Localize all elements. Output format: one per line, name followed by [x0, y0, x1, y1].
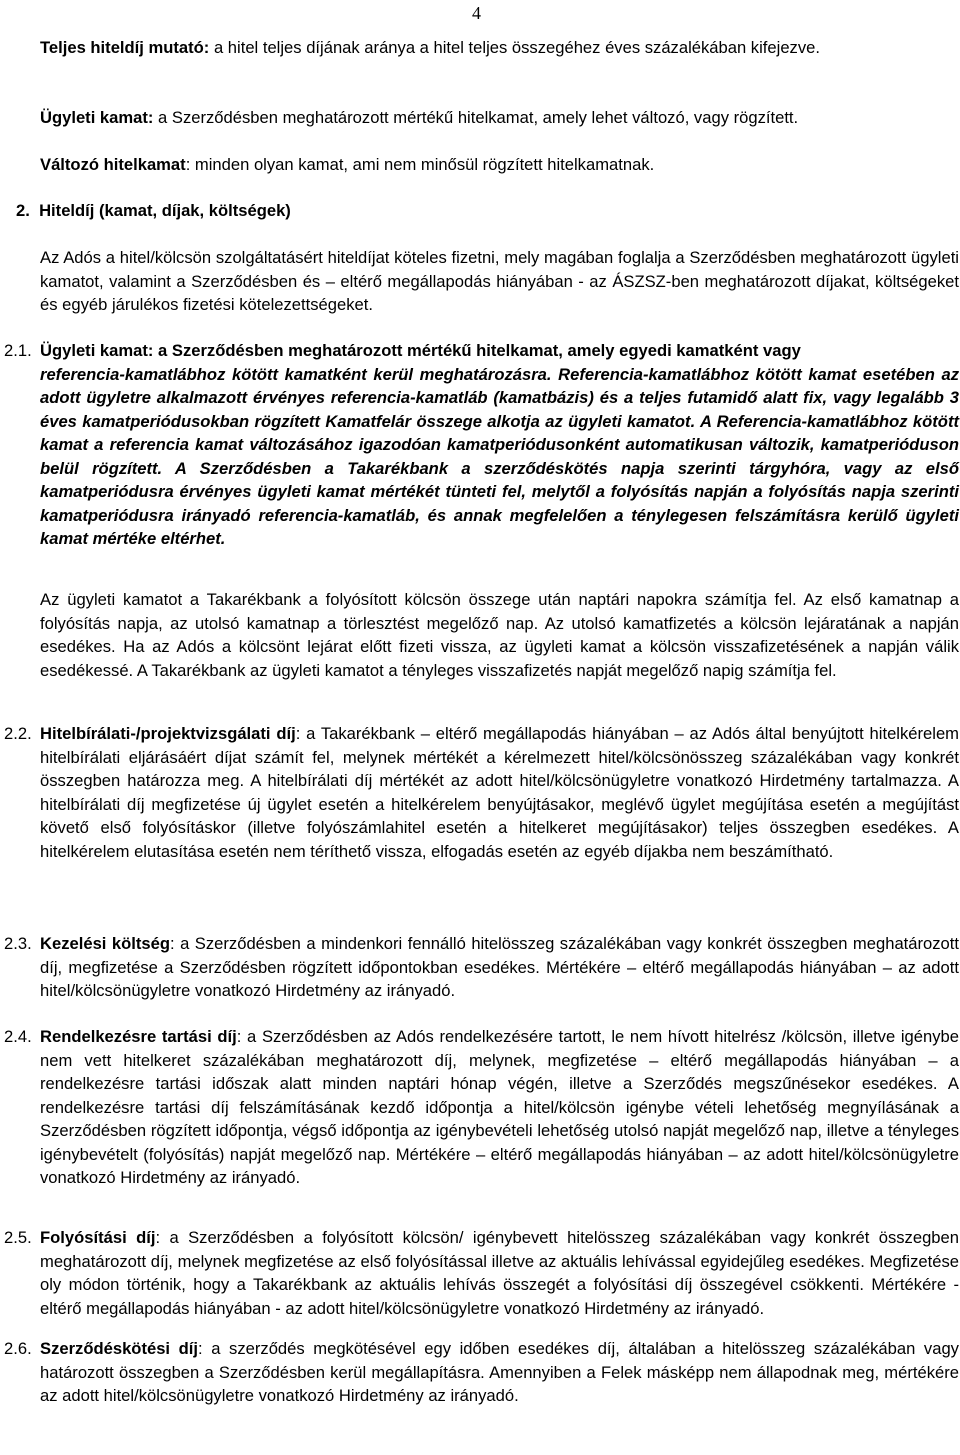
subsection-bold-text: Ügyleti kamat: a Szerződésben meghatározott mértékű hitelkamat, amely egyedi kamatként vagy	[40, 341, 801, 360]
subsection-text: : a szerződés megkötésével egy időben esedékes díj, általában a hitelösszeg százalékában vagy határozott összegben a Szerződésben kerül megállapításra. Amennyiben a Felek másképp nem állapodnak meg, mértékére az adott hitel/kölcsönügyletre vonatkozó Hirdetmény az irányadó.	[40, 1339, 959, 1405]
subsection-text: : a Takarékbank – eltérő megállapodás hiányában – az Adós által benyújtott hitelkérelem hitelbírálati eljárásáért díjat számít fel, melynek mértékét a kérelmezett hitel/kölcsönösszeg százalékában vagy konkrét összegben határozza meg. A hitelbírálati díj mértékét az adott hitel/kölcsönügyletre vonatkozó Hirdetmény tartalmazza. A hitelbírálati díj megfizetése új ügylet esetén a hitelkérelem benyújtásakor, meglévő ügylet megújítása esetén a megújítást követő első folyósításkor (illetve folyószámlahitel esetén a hitelkeret megújításakor) teljes összegben esedékes. A hitelkérelem elutasítása esetén nem téríthető vissza, elfogadás esetén az egyéb díjakba nem beszámítható.	[40, 724, 960, 861]
section-paragraph: Az Adós a hitel/kölcsön szolgáltatásért hiteldíjat köteles fizetni, mely magában foglalja a Szerződésben meghatározott ügyleti kamatot, valamint a Szerződésben és – eltérő megállapodás hiányában - az ÁSZSZ-ben meghatározott díjakat, költségeket és egyéb járulékos fizetési kötelezettségeket.	[40, 248, 959, 314]
section-title: Hiteldíj (kamat, díjak, költségek)	[39, 201, 291, 220]
subsection-number: 2.4.	[4, 1027, 32, 1046]
subsection-bold-italic-text: referencia-kamatlábhoz kötött kamatként kerül meghatározásra. Referencia-kamatlábhoz kötött kamat esetében az adott ügyletre alkalmazott érvényes referencia-kamatláb (kamatbázis) és a teljes futamidő alatt fix, vagy legalább 3 éves kamatperiódusokban rögzített Kamatfelár összege alkotja az ügyleti kamatot. A Referencia-kamatlábhoz kötött kamat a referencia kamat változásához igazodóan kamatperiódusonként automatikusan változik, kamatperióduson belül rögzített. A Szerződésben a Takarékbank a szerződéskötés napja szerinti tárgyhóra, vagy az első kamatperiódusra érvényes ügyleti kamat mértékét tünteti fel, melytől a folyósítás napján a folyósítás napja szerinti kamatperiódusra irányadó referencia-kamatláb, és annak megfelelően a ténylegesen felszámításra kerülő ügyleti kamat mértéke eltérhet.	[40, 364, 959, 548]
definition-text: a hitel teljes díjának aránya a hitel teljes összegéhez éves százalékában kifejezve.	[209, 38, 820, 57]
subsection-term: Kezelési költség	[40, 934, 170, 953]
section-heading	[16, 199, 935, 223]
page-number: 4	[472, 3, 481, 23]
definition-valtozo-hitelkamat	[40, 153, 959, 177]
subsection-number: 2.1.	[4, 341, 32, 360]
definition-term: Teljes hiteldíj mutató:	[40, 38, 210, 57]
definition-text: : minden olyan kamat, ami nem minősül rögzített hitelkamatnak.	[185, 155, 655, 174]
definition-term: Változó hitelkamat	[40, 155, 186, 174]
subsection-term: Szerződéskötési díj	[40, 1339, 198, 1358]
subsection-text: : a Szerződésben a mindenkori fennálló hitelösszeg százalékában vagy konkrét összegben meghatározott díj, megfizetése a Szerződésben rögzített időpontokban esedékes. Mértékére – eltérő megállapodás hiányában – az adott hitel/kölcsönügyletre vonatkozó Hirdetmény az irányadó.	[40, 934, 960, 1000]
subsection-number: 2.2.	[4, 724, 32, 743]
subsection-number: 2.6.	[4, 1339, 32, 1358]
subsection-ugyleti-kamat	[40, 339, 959, 551]
subsection-hitelbiralati-dij	[40, 722, 959, 863]
subsection-rendelkezesre-tartasi-dij	[40, 1025, 959, 1190]
subsection-term: Rendelkezésre tartási díj	[40, 1027, 237, 1046]
subsection-text: : a Szerződésben az Adós rendelkezésére tartott, le nem hívott hitelrész /kölcsön, illetve igénybe nem vett hitelkeret százalékában meghatározott díj, melynek, megfizetése – eltérő megállapodás hiányában – a rendelkezésre tartási időszak alatt minden naptári hónap végén, illetve a Szerződés megszűnésekor esedékes. A rendelkezésre tartási díj felszámításának kezdő időpontja a hitel/kölcsön igénybe vételi lehetőség megnyílásának a Szerződésben rögzített időpontja, végső időpontja az igénybevételi lehetőség utolsó napját megelőző nap, illetve a tényleges igénybevételt (folyósítás) napját megelőző nap. Mértékére – eltérő megállapodás hiányában – az adott hitel/kölcsönügyletre vonatkozó Hirdetmény az irányadó.	[40, 1027, 960, 1187]
subsection-szerzodeskotesi-dij	[40, 1337, 959, 1408]
subsection-text: : a Szerződésben a folyósított kölcsön/ igénybevett hitelösszeg százalékában vagy konkrét összegben meghatározott díj, melynek megfizetése az első folyósítással illetve az aktuális lehívással egyidejűleg esedékes. Megfizetése oly módon történik, hogy a Takarékbank az aktuális lehívás összegét a folyósítási díj összegével csökkenti. Mértékére - eltérő megállapodás hiányában - az adott hitel/kölcsönügyletre vonatkozó Hirdetmény az irányadó.	[40, 1228, 959, 1318]
subsection-paragraph: Az ügyleti kamatot a Takarékbank a folyósított kölcsön összege után naptári napokra számítja fel. Az első kamatnap a folyósítás napja, az utolsó kamatnap a törlesztést megelőző nap. Az utolsó kamatfizetés a kölcsön lejáratának a napján esedékes. Ha az Adós a kölcsönt lejárat előtt fizeti vissza, az ügyleti kamat a kölcsön visszafizetésének a napján válik esedékessé. A Takarékbank az ügyleti kamatot a tényleges visszafizetés napját megelőző napig számítja fel.	[40, 590, 959, 680]
subsection-number: 2.5.	[4, 1228, 32, 1247]
subsection-term: Folyósítási díj	[40, 1228, 156, 1247]
definition-text: a Szerződésben meghatározott mértékű hitelkamat, amely lehet változó, vagy rögzített.	[153, 108, 799, 127]
definition-term: Ügyleti kamat:	[40, 108, 154, 127]
subsection-term: Hitelbírálati-/projektvizsgálati díj	[40, 724, 296, 743]
section-number: 2.	[16, 201, 30, 220]
definition-ugyleti-kamat	[40, 106, 959, 130]
subsection-number: 2.3.	[4, 934, 32, 953]
definition-teljes-hiteldij-mutato	[40, 36, 959, 60]
subsection-folyositasi-dij	[40, 1226, 959, 1320]
subsection-kezelesi-koltseg	[40, 932, 959, 1003]
